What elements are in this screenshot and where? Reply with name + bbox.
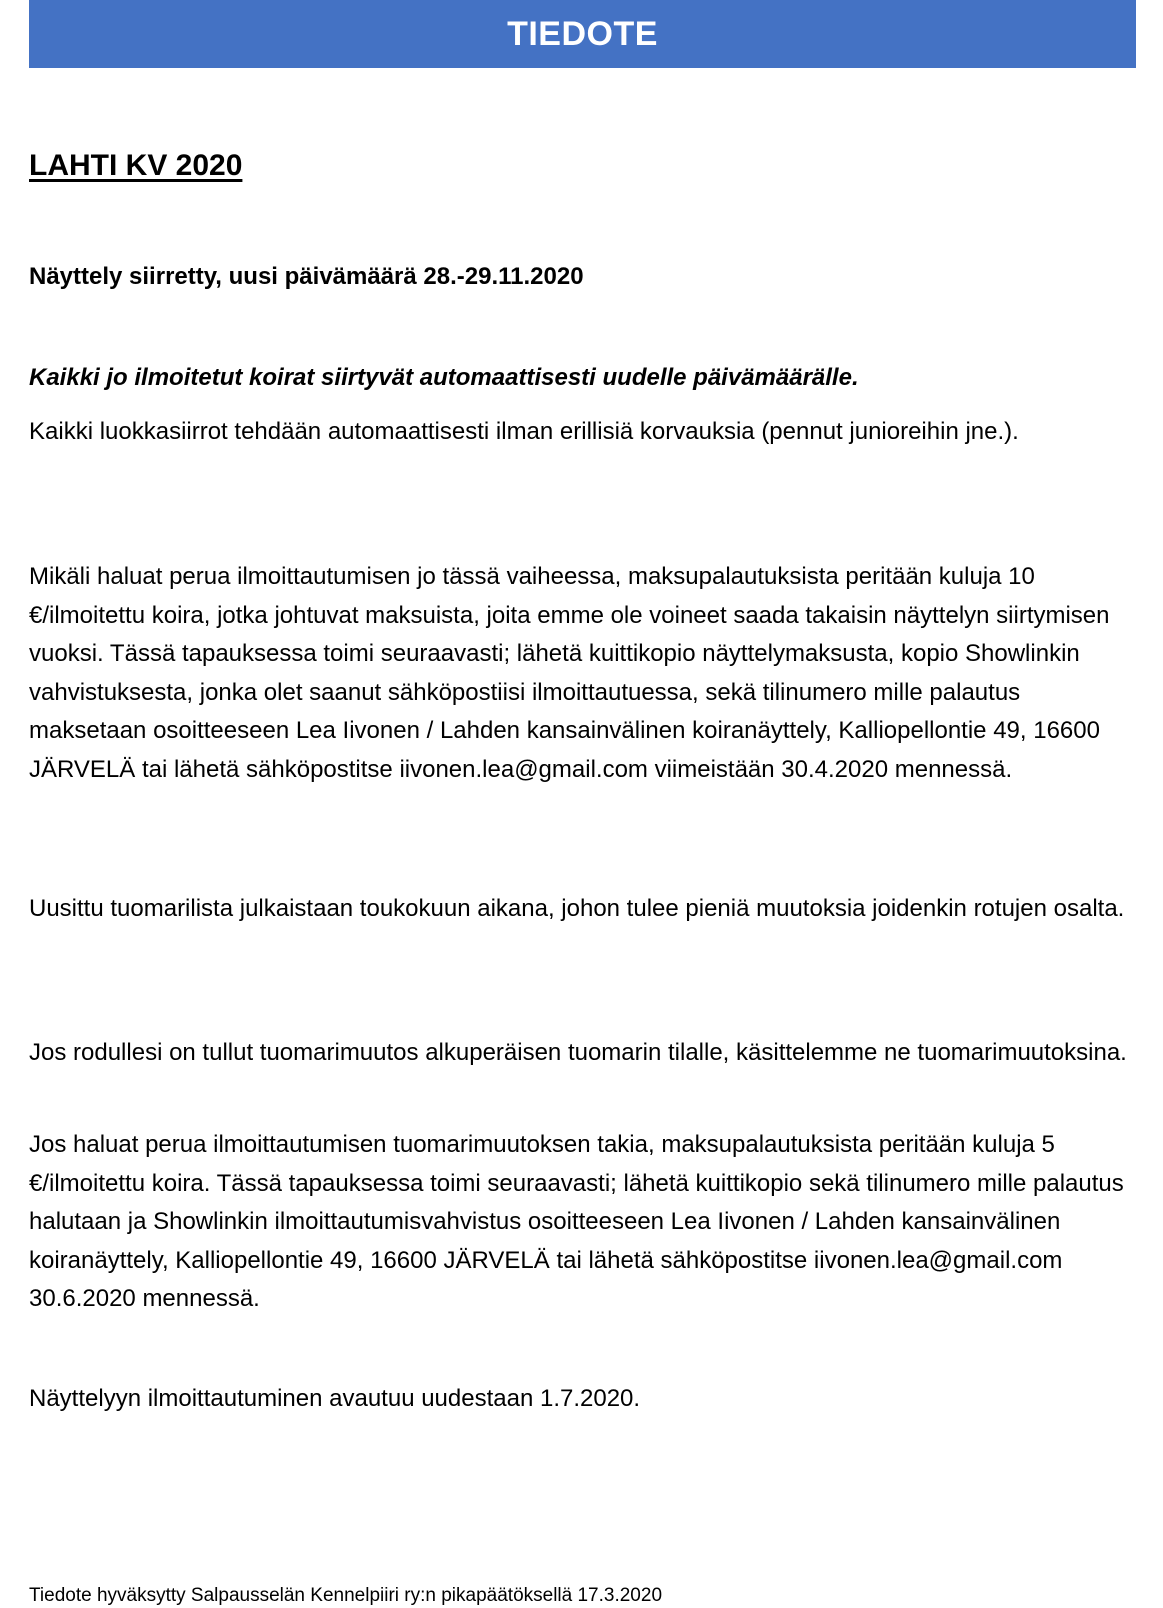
paragraph-cancellation: Mikäli haluat perua ilmoittautumisen jo tässä vaiheessa, maksupalautuksista peritään kuluja 10 €/ilmoitettu koira, jotka johtuvat maksuista, joita emme ole voineet saada takaisin näyttelyn siirtymisen vuoksi. Tässä tapauksessa toimi seuraavasti; lähetä kuittikopio näyttelymaksusta, kopio Showlinkin vahvistuksesta, jonka olet saanut sähköpostiisi ilmoittautuessa, sekä tilinumero mille palautus maksetaan osoitteeseen Lea Iivonen / Lahden kansainvälinen koiranäyttely, Kalliopellontie 49, 16600 JÄRVELÄ tai lähetä sähköpostitse iivonen.lea@gmail.com viimeistään 30.4.2020 mennessä. xyxy=(29,563,1110,783)
document-heading: LAHTI KV 2020 xyxy=(29,149,243,182)
paragraph-registration-reopens: Näyttelyyn ilmoittautuminen avautuu uudestaan 1.7.2020. xyxy=(29,1385,641,1412)
banner-title: TIEDOTE xyxy=(507,14,658,53)
paragraph-class-transfers: Kaikki luokkasiirrot tehdään automaattisesti ilman erillisiä korvauksia (pennut junioreihin jne.). xyxy=(29,418,1019,445)
header-banner xyxy=(29,0,1136,68)
subheading: Näyttely siirretty, uusi päivämäärä 28.-29.11.2020 xyxy=(29,263,584,290)
paragraph-judge-change-cancellation: Jos haluat perua ilmoittautumisen tuomarimuutoksen takia, maksupalautuksista peritään kuluja 5 €/ilmoitettu koira. Tässä tapauksessa toimi seuraavasti; lähetä kuittikopio sekä tilinumero mille palautus halutaan ja Showlinkin ilmoittautumisvahvistus osoitteeseen Lea Iivonen / Lahden kansainvälinen koiranäyttely, Kalliopellontie 49, 16600 JÄRVELÄ tai lähetä sähköpostitse iivonen.lea@gmail.com 30.6.2020 mennessä. xyxy=(29,1131,1124,1312)
paragraph-judge-change: Jos rodullesi on tullut tuomarimuutos alkuperäisen tuomarin tilalle, käsittelemme ne tuomarimuutoksina. xyxy=(29,1039,1127,1066)
paragraph-dogs-transferred: Kaikki jo ilmoitetut koirat siirtyvät automaattisesti uudelle päivämäärälle. xyxy=(29,364,859,391)
footer-note: Tiedote hyväksytty Salpausselän Kennelpiiri ry:n pikapäätöksellä 17.3.2020 xyxy=(29,1585,663,1606)
paragraph-judge-list: Uusittu tuomarilista julkaistaan toukokuun aikana, johon tulee pieniä muutoksia joidenkin rotujen osalta. xyxy=(29,895,1125,922)
